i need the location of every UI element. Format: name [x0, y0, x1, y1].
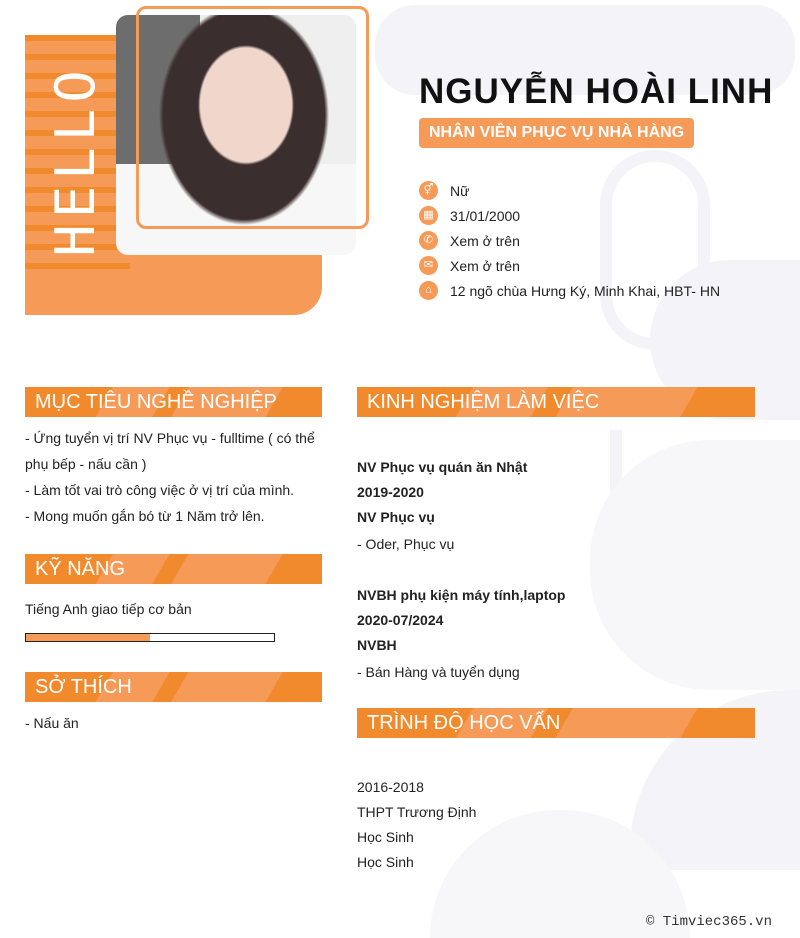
home-icon: ⌂	[419, 281, 438, 300]
job-position: NVBH	[357, 637, 397, 653]
objective-text	[25, 425, 325, 529]
contact-phone	[419, 228, 720, 253]
gender-icon: ⚥	[419, 181, 438, 200]
contact-info	[419, 178, 720, 303]
education-entry	[357, 774, 476, 874]
education-degree: Học Sinh	[357, 854, 414, 870]
job-period: 2020-07/2024	[357, 612, 444, 628]
section-title-objective: MỤC TIÊU NGHỀ NGHIỆP	[25, 387, 322, 417]
skill-name: Tiếng Anh giao tiếp cơ bản	[25, 601, 192, 617]
contact-birthday	[419, 203, 720, 228]
hobby-item: - Nấu ăn	[25, 715, 79, 731]
contact-value: Xem ở trên	[450, 257, 520, 274]
education-major: Học Sinh	[357, 829, 414, 845]
job-title-badge: NHÂN VIÊN PHỤC VỤ NHÀ HÀNG	[419, 118, 694, 148]
education-period: 2016-2018	[357, 779, 424, 795]
section-title-hobbies: SỞ THÍCH	[25, 672, 322, 702]
section-title-experience: KINH NGHIỆM LÀM VIỆC	[357, 387, 755, 417]
contact-value: 31/01/2000	[450, 207, 521, 224]
objective-line: - Mong muốn gắn bó từ 1 Năm trở lên.	[25, 508, 265, 524]
contact-value: Xem ở trên	[450, 232, 520, 249]
job-company: NVBH phụ kiện máy tính,laptop	[357, 587, 566, 603]
job-description: - Oder, Phục vụ	[357, 536, 455, 552]
job-description: - Bán Hàng và tuyển dụng	[357, 664, 520, 680]
contact-gender	[419, 178, 720, 203]
candidate-name: NGUYỄN HOÀI LINH	[419, 72, 774, 111]
experience-entry	[357, 582, 565, 684]
job-company: NV Phục vụ quán ăn Nhật	[357, 459, 528, 475]
phone-icon: ✆	[419, 231, 438, 250]
education-school: THPT Trương Định	[357, 804, 477, 820]
objective-line: - Làm tốt vai trò công việc ở vị trí của mình.	[25, 482, 295, 498]
objective-line: phụ bếp - nấu cần )	[25, 456, 147, 472]
job-position: NV Phục vụ	[357, 509, 435, 525]
section-title-skills: KỸ NĂNG	[25, 554, 322, 584]
objective-line: - Ứng tuyển vị trí NV Phục vụ - fulltime ( có thể	[25, 430, 315, 446]
contact-address	[419, 278, 720, 303]
hello-text: HELLO	[43, 63, 107, 257]
copyright-footer: © Timviec365.vn	[645, 914, 772, 930]
job-period: 2019-2020	[357, 484, 424, 500]
skill-level-fill	[26, 634, 150, 641]
section-title-education: TRÌNH ĐỘ HỌC VẤN	[357, 708, 755, 738]
contact-value: Nữ	[450, 182, 470, 199]
experience-entry	[357, 454, 527, 556]
calendar-icon: ▦	[419, 206, 438, 225]
contact-value: 12 ngõ chùa Hưng Ký, Minh Khai, HBT- HN	[450, 282, 721, 299]
contact-email	[419, 253, 720, 278]
photo-frame	[136, 6, 369, 229]
skill-level-bar	[25, 633, 275, 642]
email-icon: ✉	[419, 256, 438, 275]
